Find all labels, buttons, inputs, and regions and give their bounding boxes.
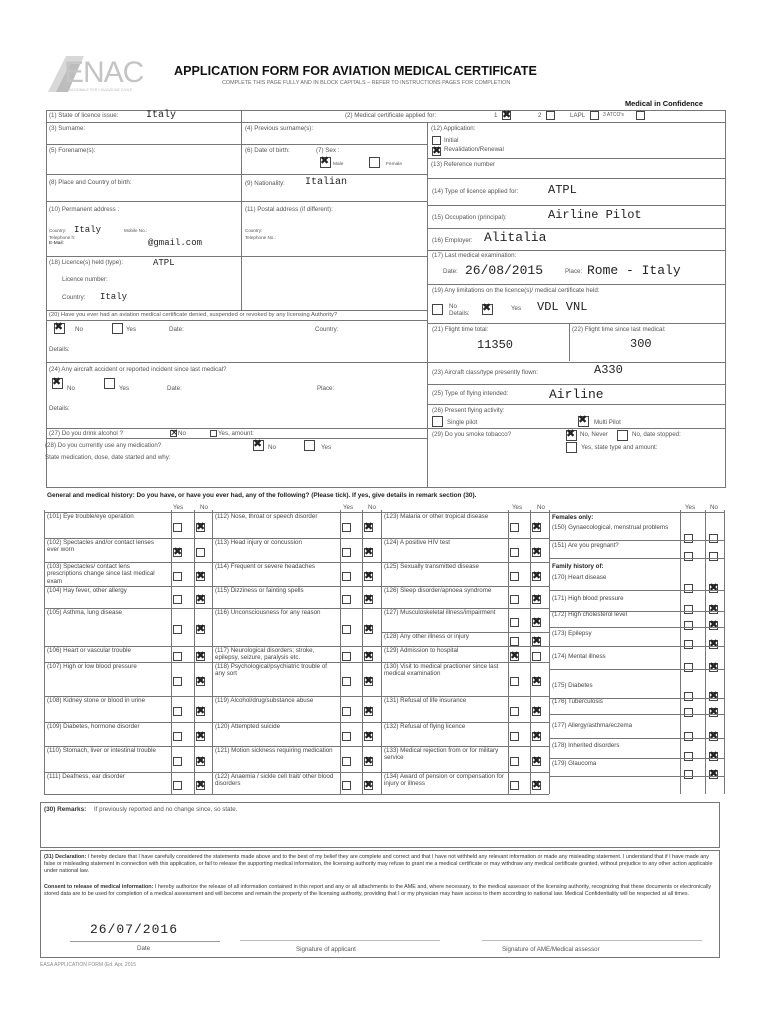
history-item-label: (123) Malaria or other tropical disease	[384, 513, 489, 520]
history-no-checkbox[interactable]	[364, 548, 373, 557]
history-no-checkbox[interactable]	[532, 677, 541, 686]
history-item-label: (114) Frequent or severe headaches	[215, 563, 315, 570]
last-exam-date-value: 26/08/2015	[465, 263, 544, 278]
history-item-label: (131) Refusal of life insurance	[384, 697, 467, 704]
occupation-value: Airline Pilot	[548, 208, 642, 222]
hist-col-line	[530, 510, 531, 794]
form-subtitle: COMPLETE THIS PAGE FULLY AND IN BLOCK CAPITALS – REFER TO INSTRUCTIONS PAGES FOR COMPLETION	[222, 80, 511, 86]
reference-label: (13) Reference number	[431, 161, 495, 168]
history-item-label: (132) Refusal of flying licence	[384, 723, 466, 730]
hist-yes-3: Yes	[512, 504, 523, 511]
family-no-checkbox[interactable]	[709, 692, 718, 701]
denied-details-label: Details:	[49, 346, 70, 353]
date-caption: Date	[137, 945, 151, 952]
hist-yes-2: Yes	[343, 504, 354, 511]
history-item-label: (133) Medical rejection from or for military service	[384, 747, 499, 762]
country-small-value: Italy	[74, 225, 102, 235]
history-item-label: (118) Psychological/psychiatric trouble of any sort	[215, 663, 327, 678]
family-no-checkbox[interactable]	[709, 663, 718, 672]
history-yes-checkbox[interactable]	[510, 618, 519, 627]
history-no-checkbox[interactable]	[196, 677, 205, 686]
hist-row-line	[549, 540, 724, 541]
accident-yes-label: Yes	[119, 385, 130, 392]
flight-total-label: (21) Flight time total:	[432, 326, 489, 333]
family-yes-checkbox[interactable]	[684, 605, 693, 614]
female-no-checkbox[interactable]	[709, 552, 718, 561]
hist-row-line	[212, 794, 381, 795]
flight-total-value: 11350	[477, 338, 514, 352]
hist-col-line	[549, 510, 550, 794]
family-yes-checkbox[interactable]	[684, 732, 693, 741]
declaration-label: (31) Declaration:	[44, 854, 87, 860]
remarks-label: (30) Remarks:	[44, 806, 87, 813]
history-item-label: (120) Attempted suicide	[215, 723, 281, 730]
cert-1-label: 1	[494, 112, 498, 119]
consent-label: Consent to release of medical information:	[44, 884, 154, 890]
alcohol-label: (27) Do you drink alcohol ?	[49, 430, 123, 437]
nationality-label: (9) Nationality:	[245, 180, 285, 187]
family-heading: Family history of:	[552, 563, 604, 570]
history-yes-checkbox[interactable]	[342, 625, 351, 634]
country-label-18: Country:	[62, 294, 86, 301]
history-yes-checkbox[interactable]	[342, 523, 351, 532]
history-yes-checkbox[interactable]	[510, 548, 519, 557]
history-no-checkbox[interactable]	[196, 548, 205, 557]
hist-row-line	[549, 714, 724, 715]
history-no-checkbox[interactable]	[532, 523, 541, 532]
hist-col-line	[680, 510, 681, 794]
history-no-checkbox[interactable]	[532, 781, 541, 790]
medication-state-label: State medication, dose, date started and why:	[45, 454, 171, 461]
prev-surname-label: (4) Previous surname(s):	[245, 125, 314, 132]
cert-label: (2) Medical certificate applied for:	[345, 112, 437, 119]
history-no-checkbox[interactable]	[364, 523, 373, 532]
employer-label: (16) Employer:	[432, 237, 473, 244]
limitations-yes-label: Yes	[511, 305, 522, 312]
hist-row-line	[549, 776, 724, 777]
flying-value: Airline	[549, 387, 604, 402]
history-item-label: (119) Alcohol/drug/substance abuse	[215, 697, 314, 704]
history-no-checkbox[interactable]	[364, 572, 373, 581]
family-no-checkbox[interactable]	[709, 752, 718, 761]
history-yes-checkbox[interactable]	[510, 781, 519, 790]
history-yes-checkbox[interactable]	[510, 707, 519, 716]
female-item-label: (150) Gynaecological, menstrual problems	[552, 524, 669, 531]
history-yes-checkbox[interactable]	[173, 548, 182, 557]
cert-2-label: 2	[538, 112, 542, 119]
accident-details-label: Details:	[49, 405, 70, 412]
history-no-checkbox[interactable]	[532, 707, 541, 716]
family-no-checkbox[interactable]	[709, 732, 718, 741]
applicant-signature-line	[240, 940, 440, 941]
hist-yes-4: Yes	[685, 504, 696, 511]
denied-yes-label: Yes	[126, 326, 137, 333]
history-item-label: (117) Neurological disorders; stroke, epilepsy, seizure, paralysis etc.	[215, 647, 315, 662]
denied-country-label: Country:	[315, 326, 339, 333]
history-yes-checkbox[interactable]	[173, 595, 182, 604]
history-item-label: (116) Unconsciousness for any reason	[215, 609, 321, 616]
history-yes-checkbox[interactable]	[173, 781, 182, 790]
history-yes-checkbox[interactable]	[510, 595, 519, 604]
revalidation-label: Revalidation/Renewal	[444, 146, 504, 153]
family-yes-checkbox[interactable]	[684, 640, 693, 649]
state-label: (1) State of licence issue:	[49, 112, 119, 119]
hist-row-line	[549, 758, 724, 759]
occupation-label: (15) Occupation (principal):	[432, 214, 507, 221]
hist-row-line	[549, 738, 724, 739]
history-item-label: (130) Visit to medical practioner since last medical examination	[384, 663, 499, 678]
hist-col-line	[212, 510, 213, 794]
hist-no-4: No	[710, 504, 718, 511]
family-item-label: (172) High cholesterol level	[552, 611, 627, 618]
mobile-small-label: Mobile No.:	[124, 228, 148, 233]
history-yes-checkbox[interactable]	[510, 523, 519, 532]
history-item-label: (134) Award of pension or compensation for injury or illness	[384, 773, 504, 788]
history-yes-checkbox[interactable]	[173, 652, 182, 661]
history-item-label: (127) Musculoskeletal illness/impairment	[384, 609, 496, 616]
family-yes-checkbox[interactable]	[684, 663, 693, 672]
family-yes-checkbox[interactable]	[684, 752, 693, 761]
history-yes-checkbox[interactable]	[173, 523, 182, 532]
history-no-checkbox[interactable]	[532, 572, 541, 581]
female-item-label: (151) Are you pregnant?	[552, 542, 619, 549]
history-yes-checkbox[interactable]	[510, 757, 519, 766]
history-no-checkbox[interactable]	[364, 757, 373, 766]
history-item-label: (107) High or low blood pressure	[47, 663, 137, 670]
history-item-label: (103) Spectacles/ contact lens prescriptions change since last medical exam	[47, 563, 155, 585]
history-item-label: (129) Admission to hospital	[384, 647, 459, 654]
hist-row-line	[549, 590, 724, 591]
hist-row-line	[549, 512, 724, 513]
hist-row-line	[381, 794, 549, 795]
family-item-label: (173) Epilepsy	[552, 630, 592, 637]
form-title: APPLICATION FORM FOR AVIATION MEDICAL CERTIFICATE	[174, 64, 537, 78]
history-no-checkbox[interactable]	[196, 572, 205, 581]
family-item-label: (171) High blood pressure	[552, 595, 624, 602]
history-item-label: (128) Any other illness or injury	[384, 633, 469, 640]
country-value-18: Italy	[100, 292, 128, 302]
history-item-label: (112) Nose, throat or speech disorder	[215, 513, 318, 520]
licence-number-label: Licence number:	[62, 276, 108, 283]
history-heading: General and medical history: Do you have, or have you ever had, any of the following? (Please tick). If yes, give details in remark section (30).	[47, 492, 477, 499]
remarks-text: If previously reported and no change since, so state.	[94, 806, 238, 813]
history-item-label: (121) Motion sickness requiring medication	[215, 747, 333, 754]
history-yes-checkbox[interactable]	[342, 707, 351, 716]
limitations-details-label: Details:	[449, 310, 470, 317]
hist-row-line	[549, 646, 724, 647]
hist-yes-1: Yes	[173, 504, 184, 511]
family-item-label: (170) Heart disease	[552, 574, 607, 581]
history-no-checkbox[interactable]	[364, 707, 373, 716]
history-yes-checkbox[interactable]	[173, 572, 182, 581]
last-exam-label: (17) Last medical examination:	[432, 252, 517, 259]
family-no-checkbox[interactable]	[709, 584, 718, 593]
history-yes-checkbox[interactable]	[342, 548, 351, 557]
family-item-label: (175) Diabetes	[552, 682, 593, 689]
females-heading: Females only:	[552, 514, 594, 521]
history-item-label: (109) Diabetes, hormone disorder	[47, 723, 140, 730]
history-no-checkbox[interactable]	[532, 757, 541, 766]
initial-label: Initial	[444, 137, 459, 144]
smoke-yes-label: Yes, state type and amount:	[581, 444, 658, 451]
medication-yes-label: Yes	[321, 444, 332, 451]
denied-date-label: Date:	[169, 326, 184, 333]
smoke-never-label: No, Never	[580, 431, 608, 438]
date-line	[70, 941, 220, 942]
declaration-date-value: 26/07/2016	[90, 922, 179, 937]
history-item-label: (126) Sleep disorder/apnoea syndrome	[384, 587, 492, 594]
postal-address-label: (11) Postal address (if different):	[245, 206, 333, 213]
aircraft-label: (23) Aircraft class/type presently flown:	[432, 369, 538, 376]
flight-since-label: (22) Flight time since last medical:	[572, 326, 666, 333]
email-small-label: E-Mail:	[49, 241, 64, 246]
history-no-checkbox[interactable]	[364, 595, 373, 604]
history-no-checkbox[interactable]	[196, 625, 205, 634]
hist-col-line	[362, 510, 363, 794]
family-item-label: (179) Glaucoma	[552, 760, 597, 767]
employer-value: Alitalia	[484, 230, 547, 245]
history-yes-checkbox[interactable]	[510, 732, 519, 741]
country-small-label-2: Country:	[245, 228, 263, 233]
smoke-stopped-label: No, date stopped:	[632, 431, 681, 438]
permanent-address-label: (10) Permanent address :	[49, 206, 120, 213]
history-item-label: (102) Spectacles and/or contact lenses ever worn	[47, 539, 154, 554]
family-yes-checkbox[interactable]	[684, 692, 693, 701]
surname-label: (3) Surname:	[49, 125, 86, 132]
history-no-checkbox[interactable]	[196, 757, 205, 766]
history-no-checkbox[interactable]	[364, 781, 373, 790]
hist-col-line	[705, 510, 706, 794]
history-no-checkbox[interactable]	[532, 652, 541, 661]
limitations-value: VDL VNL	[537, 300, 588, 314]
declaration-paragraph	[44, 854, 716, 876]
male-label: Male	[333, 162, 344, 167]
history-yes-checkbox[interactable]	[342, 732, 351, 741]
hist-no-1: No	[200, 504, 208, 511]
history-yes-checkbox[interactable]	[342, 677, 351, 686]
confidential-label: Medical in Confidence	[625, 99, 704, 108]
hist-row-line	[549, 669, 724, 670]
family-no-checkbox[interactable]	[709, 640, 718, 649]
present-activity-label: (26) Present flying activity:	[432, 407, 505, 414]
history-yes-checkbox[interactable]	[173, 757, 182, 766]
history-item-label: (110) Stomach, liver or intestinal trouble	[47, 747, 156, 754]
history-no-checkbox[interactable]	[364, 732, 373, 741]
licences-held-label: (18) Licence(s) held (type):	[49, 259, 123, 266]
history-no-checkbox[interactable]	[196, 781, 205, 790]
family-item-label: (174) Mental illness	[552, 653, 606, 660]
medication-no-label: No	[268, 444, 276, 451]
logo-text: ENAC	[64, 56, 144, 89]
history-item-label: (106) Heart or vascular trouble	[47, 647, 131, 654]
history-no-checkbox[interactable]	[196, 595, 205, 604]
history-no-checkbox[interactable]	[532, 637, 541, 646]
sex-label: (7) Sex :	[316, 147, 340, 154]
history-no-checkbox[interactable]	[532, 618, 541, 627]
state-value: Italy	[146, 110, 177, 121]
family-item-label: (176) Tuberculosis	[552, 698, 603, 705]
family-item-label: (178) Inherited disorders	[552, 742, 620, 749]
hist-col-line	[194, 510, 195, 794]
female-yes-checkbox[interactable]	[684, 552, 693, 561]
history-no-checkbox[interactable]	[532, 732, 541, 741]
history-item-label: (122) Anaemia / sickle cell trait/ other blood disorders	[215, 773, 334, 788]
telephone-small-label-2: Telephone No.:	[245, 235, 276, 240]
hist-col-line	[340, 510, 341, 794]
logo-subtext: ENTE NAZIONALE PER L'AVIAZIONE CIVILE	[58, 88, 133, 92]
history-yes-checkbox[interactable]	[342, 595, 351, 604]
ame-signature-line	[482, 940, 702, 941]
hist-row-line	[44, 794, 212, 795]
flying-label: (25) Type of flying intended:	[432, 390, 509, 397]
accident-label: (24) Any aircraft accident or reported incident since last medical?	[49, 366, 227, 373]
history-item-label: (115) Dizziness or fainting spells	[215, 587, 304, 594]
female-no-checkbox[interactable]	[709, 534, 718, 543]
dob-label: (6) Date of birth:	[245, 147, 290, 154]
aircraft-value: A330	[594, 363, 623, 377]
history-no-checkbox[interactable]	[196, 652, 205, 661]
accident-no-label: No	[67, 385, 75, 392]
limitations-no-label: No	[449, 303, 457, 310]
history-item-label: (101) Eye trouble/eye operation	[47, 513, 134, 520]
consent-paragraph	[44, 884, 716, 898]
place-birth-label: (8) Place and Country of birth:	[49, 179, 132, 186]
alcohol-no-label: No	[178, 430, 186, 437]
hist-row-line	[549, 558, 724, 559]
female-label: Female	[386, 162, 402, 167]
nationality-value: Italian	[305, 177, 348, 188]
accident-place-label: Place:	[317, 385, 335, 392]
history-no-checkbox[interactable]	[196, 523, 205, 532]
last-exam-date-label: Date:	[443, 268, 458, 275]
history-item-label: (124) A positive HIV test	[384, 539, 451, 546]
history-no-checkbox[interactable]	[364, 677, 373, 686]
history-no-checkbox[interactable]	[364, 652, 373, 661]
licence-type-value: ATPL	[548, 183, 577, 197]
applicant-caption: Signature of applicant	[296, 946, 356, 953]
hist-col-line	[508, 510, 509, 794]
history-item-label: (125) Sexually transmitted disease	[384, 563, 479, 570]
history-yes-checkbox[interactable]	[342, 572, 351, 581]
denied-label: (20) Have you ever had an aviation medical certificate denied, suspended or revoked by any licensing Authority?	[49, 312, 338, 318]
family-item-label: (177) Allergy/asthma/eczema	[552, 722, 633, 729]
hist-col-line	[724, 510, 725, 794]
country-small-label: Country:	[49, 228, 67, 233]
footer-text: EASA APPLICATION FORM (Ed. Apr. 2015	[40, 962, 137, 968]
consent-text: I hereby authorize the release of all information contained in this report and any or all attachments to the AME and, where necessary, to the medical assessor of the licensing authority, recognizing that these documents or electronically stored data are to be used for completion of a medical assessment and will become and remain the property of the licensing authority, providing that I or my physician may have access to them according to national law. Medical Confidentiality will be respected at all times.	[44, 884, 712, 898]
family-no-checkbox[interactable]	[709, 708, 718, 717]
history-yes-checkbox[interactable]	[173, 677, 182, 686]
limitations-label: (19) Any limitations on the licence(s)/ medical certificate held:	[432, 287, 600, 294]
alcohol-yes-label: Yes, amount:	[218, 430, 254, 437]
hist-row-line	[549, 627, 724, 628]
history-item-label: (113) Head injury or concussion	[215, 539, 302, 546]
history-yes-checkbox[interactable]	[510, 572, 519, 581]
family-yes-checkbox[interactable]	[684, 584, 693, 593]
history-yes-checkbox[interactable]	[342, 652, 351, 661]
hist-col-line	[171, 510, 172, 794]
female-yes-checkbox[interactable]	[684, 534, 693, 543]
family-no-checkbox[interactable]	[709, 605, 718, 614]
history-yes-checkbox[interactable]	[173, 732, 182, 741]
history-no-checkbox[interactable]	[196, 732, 205, 741]
hist-col-line	[44, 510, 45, 794]
history-yes-checkbox[interactable]	[510, 652, 519, 661]
accident-date-label: Date:	[167, 385, 182, 392]
history-no-checkbox[interactable]	[364, 625, 373, 634]
history-yes-checkbox[interactable]	[173, 707, 182, 716]
family-yes-checkbox[interactable]	[684, 621, 693, 630]
flight-since-value: 300	[630, 337, 652, 351]
history-item-label: (104) Hay fever, other allergy	[47, 587, 127, 594]
telephone-small-label: Telephone h:	[49, 235, 76, 240]
denied-no-label: No	[75, 326, 83, 333]
history-no-checkbox[interactable]	[196, 707, 205, 716]
cert-3-label: 3 ATCO's	[603, 112, 624, 118]
last-exam-place-value: Rome - Italy	[587, 263, 681, 278]
cert-lapl-label: LAPL	[570, 112, 586, 119]
history-item-label: (108) Kidney stone or blood in urine	[47, 697, 146, 704]
history-yes-checkbox[interactable]	[173, 625, 182, 634]
application-label: (12) Application:	[431, 125, 476, 132]
multi-pilot-label: Multi Pilot	[594, 419, 621, 426]
smoke-label: (29) Do you smoke tobacco?	[432, 431, 512, 438]
hist-no-2: No	[368, 504, 376, 511]
ame-caption: Signature of AME/Medical assessor	[502, 946, 600, 953]
licence-type-label: (14) Type of licence applied for:	[432, 188, 519, 195]
medication-label: (28) Do you currently use any medication?	[45, 442, 162, 449]
licences-held-value: ATPL	[153, 258, 175, 268]
history-yes-checkbox[interactable]	[342, 757, 351, 766]
history-yes-checkbox[interactable]	[342, 781, 351, 790]
forenames-label: (5) Forename(s):	[49, 147, 96, 154]
history-yes-checkbox[interactable]	[510, 637, 519, 646]
family-no-checkbox[interactable]	[709, 770, 718, 779]
history-yes-checkbox[interactable]	[510, 677, 519, 686]
history-item-label: (105) Asthma, lung disease	[47, 609, 122, 616]
family-no-checkbox[interactable]	[709, 621, 718, 630]
history-no-checkbox[interactable]	[532, 595, 541, 604]
last-exam-place-label: Place:	[565, 268, 583, 275]
history-item-label: (111) Deafness, ear disorder	[47, 773, 125, 780]
family-yes-checkbox[interactable]	[684, 770, 693, 779]
hist-no-3: No	[537, 504, 545, 511]
email-value: @gmail.com	[148, 238, 203, 248]
family-yes-checkbox[interactable]	[684, 708, 693, 717]
single-pilot-label: Single pilot	[447, 419, 478, 426]
hist-col-line	[381, 510, 382, 794]
history-no-checkbox[interactable]	[532, 548, 541, 557]
declaration-text: I hereby declare that I have carefully considered the statements made above and to the best of my belief they are complete and correct and that I have not withheld any relevant information or made any misleading statement. I understand that if I have made any false or misleading statement in connection with this application, or fail to release the supporting medical information, the licensing authority may refuse to grant me a medical certificate or may withdraw any medical certificate granted, without prejudice to any other action applicable under national law.	[44, 854, 713, 875]
